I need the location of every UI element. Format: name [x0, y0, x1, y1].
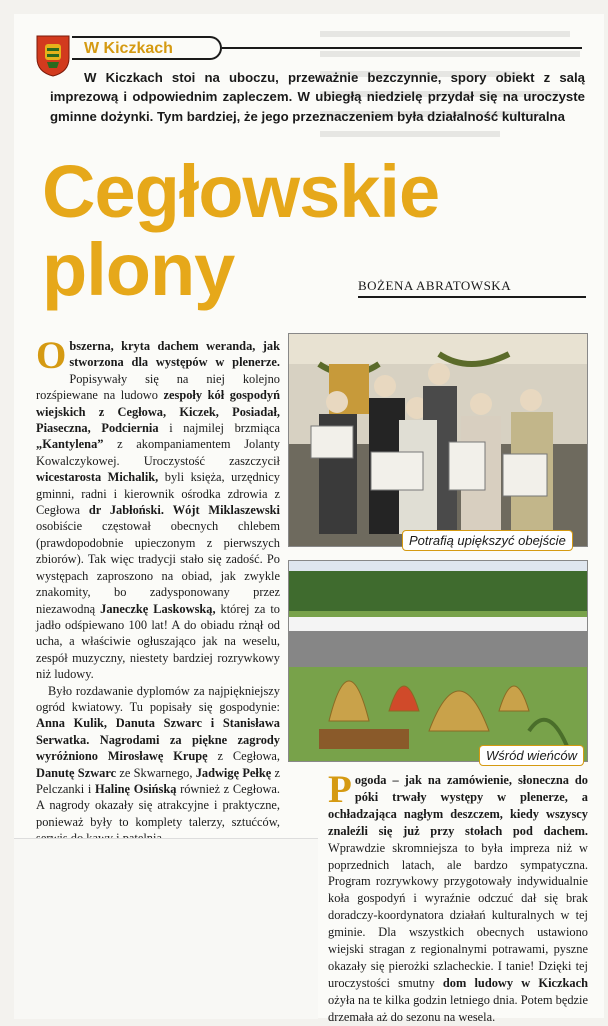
text-run: i najmilej brzmiąca [158, 421, 280, 436]
text-run: byli księża, urzędnicy gminni, radni i kierownik ośrodka zdrowia z Cegłowa [36, 470, 280, 518]
text-run: Janeczkę Laskowską, [100, 601, 216, 616]
drop-cap: O [36, 334, 67, 377]
body-paragraph [328, 768, 588, 1026]
body-column-right [328, 768, 588, 1026]
text-run: zespoły kół gospodyń wiejskich z Cegłowa, Kiczek, Posiadał, Piaseczna, Podciernia [36, 388, 280, 436]
author-rule [358, 296, 586, 298]
text-run: ożyła na te kilka godzin letniego dnia. Potem będzie drzemała aż do sezonu na wesela. [328, 992, 588, 1024]
text-run: również z Cegłowa. A nagrody okazały się atrakcyjne i praktyczne, ponieważ były to komplety talerzy, sztućców, [36, 781, 280, 829]
text-run: Popisywały się na niej kolejno rozśpiewane na ludowo [36, 371, 280, 403]
headline-line-2: plony [42, 228, 235, 311]
text-run: z akompaniamentem Jolanty Kowalczykowej. Uroczystość zaszczycił [36, 437, 280, 468]
text-run [164, 503, 173, 517]
photo-caption: Potrafią upiększyć obejście [402, 530, 573, 551]
text-run: z Pelczanki i [36, 765, 280, 796]
text-run: ogoda – jak na zamówienie, słoneczna do póki trwały występy w plenerze, a ochładzająca nagłym deszczem, kiedy wszyscy znaleźli się już przy stołach pod dachem. [328, 773, 588, 838]
text-run: Danutę Szwarc [36, 765, 117, 780]
headline-line-1: Cegłowskie [42, 150, 440, 233]
photo-harvest-wreaths [288, 560, 588, 762]
text-run: z Cegłowa, [207, 749, 280, 764]
text-run: Wprawdzie skromniejsza to była impreza niż w poprzednich latach, ale bardzo sympatyczna. Program rozrywkowy przygotowały indywidualnie koła gospodyń i wyraźnie odczuć dał się brak doradczy-koordynatora działań kulturalnych w tej gminie. Dla wszystkich obecnych ustawiono wiejski stragan z regionalnymi potrawami, pyszne okazały się pierożki szlacheckie. I tanie! Dzięki tej uroczystości smutny [328, 840, 588, 990]
photo-caption: Wśród wieńców [479, 745, 584, 766]
text-run: bszerna, kryta dachem weranda, jak stworzona dla występów w plenerze. [69, 339, 280, 370]
text-run: „Kantylena” [36, 437, 104, 452]
drop-cap: P [328, 768, 352, 811]
text-run: ze Skwarnego, [116, 765, 196, 780]
text-run: Halinę Osińską [94, 781, 177, 796]
section-label: W Kiczkach [72, 36, 222, 60]
text-run: Było rozdawanie dyplomów za najpiękniejszy ogród kwiatowy. Tu popisały się gospodynie: [36, 683, 280, 714]
lead-paragraph: W Kiczkach stoi na uboczu, przeważnie bezczynnie, spory obiekt z salą imprezową i odpowiednim zapleczem. W ubiegłą niedzielę przydał się na uroczyste gminne dożynki. Tym bardziej, że jego przeznaczeniem była działalność kulturalna [50, 70, 585, 124]
blank-panel [14, 838, 318, 1019]
body-paragraph [36, 334, 280, 683]
section-rule [222, 47, 582, 49]
author-byline: BOŻENA ABRATOWSKA [358, 278, 512, 293]
body-paragraph [36, 683, 280, 847]
text-run: dom ludowy w Kiczkach [442, 975, 588, 990]
text-run: Jadwigę Pełkę [195, 765, 272, 780]
photo-women-with-diplomas [289, 334, 587, 546]
text-run: osobiście częstował obecnych chlebem (prawdopodobnie upieczonym z pierwszych zbiorów). Tak więc tradycji stało się zadość. Po występach zaproszono na obiad, jak zwykle znakomity, bo zadysponowany przez niezawodną [36, 519, 280, 616]
text-run: wicestarosta Michalik, [36, 470, 159, 485]
text-run: Anna Kulik, Danuta Szwarc i Stanisława Serwatka. Nagrodami za piękne zagrody wyróżniono Mirosławę Krupę [36, 716, 280, 764]
text-run: Wójt Miklaszewski [172, 503, 280, 518]
photo-crowd-with-wreaths [289, 561, 587, 761]
text-run: której za to jadło odśpiewano 100 lat! A do obiadu rżnął od ucha, a właściwie ogłuszająco jak na weselu, zespół muzyczny, niestety bardziej rozrywkowy niż ludowy. [36, 601, 280, 682]
photo-award-winners [288, 333, 588, 547]
body-column-left [36, 334, 280, 847]
text-run: dr Jabłoński. [88, 503, 164, 518]
